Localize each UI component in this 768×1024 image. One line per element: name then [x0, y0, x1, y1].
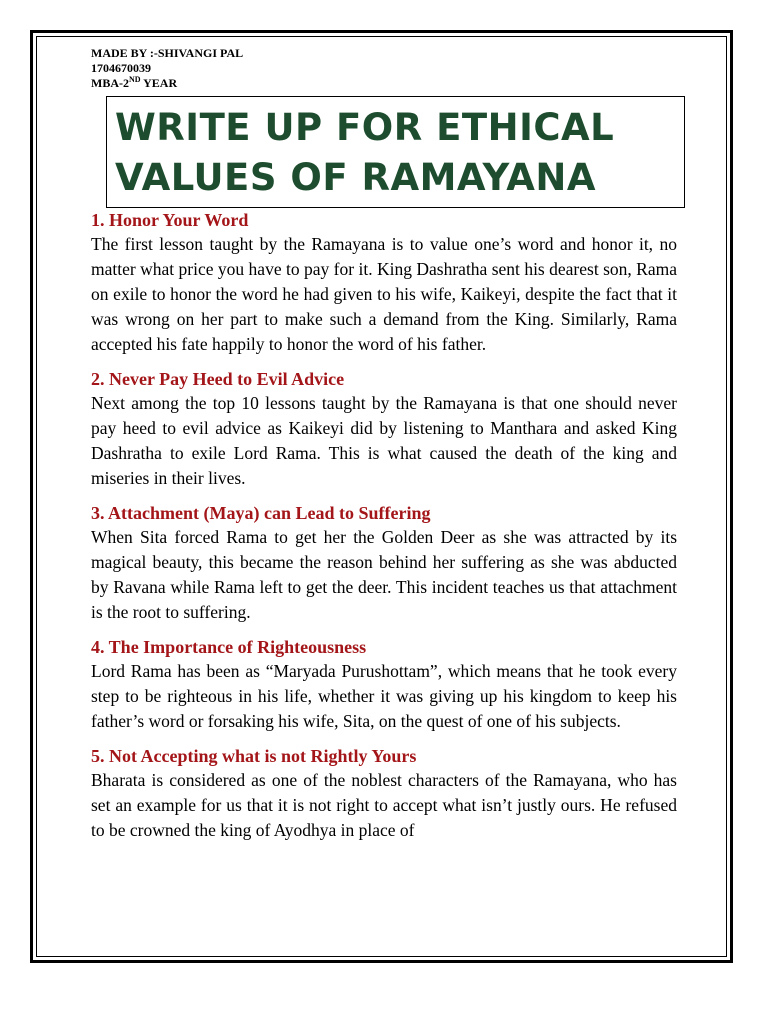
section-heading: 1. Honor Your Word	[91, 210, 249, 230]
section-heading: 4. The Importance of Righteousness	[91, 637, 367, 657]
course-superscript: ND	[129, 75, 141, 84]
section-4	[91, 635, 677, 734]
section-3	[91, 501, 677, 625]
author-info	[91, 46, 243, 91]
section-2	[91, 367, 677, 491]
section-1	[91, 208, 677, 357]
course-suffix: YEAR	[140, 76, 178, 90]
document-content	[91, 208, 677, 853]
title-line-2: VALUES OF RAMAYANA	[115, 156, 597, 199]
section-body: Bharata is considered as one of the noblest characters of the Ramayana, who has set an example for us that it is not right to accept what isn’t justly ours. He refused to be crowned the king of Ayodhya in place of	[91, 770, 677, 840]
section-heading: 5. Not Accepting what is not Rightly Yours	[91, 746, 417, 766]
course-prefix: MBA-2	[91, 76, 129, 90]
author-name: MADE BY :-SHIVANGI PAL	[91, 46, 244, 60]
section-body: Lord Rama has been as “Maryada Purushottam”, which means that he took every step to be righteous in his life, whether it was giving up his kingdom to keep his father’s word or forsaking his wife, Sita, on the quest of one of his subjects.	[91, 661, 677, 731]
section-heading: 2. Never Pay Heed to Evil Advice	[91, 369, 345, 389]
roll-number: 1704670039	[91, 61, 151, 75]
section-body: Next among the top 10 lessons taught by the Ramayana is that one should never pay heed to evil advice as Kaikeyi did by listening to Manthara and asked King Dashratha to exile Lord Rama. This is what caused the death of the king and miseries in their lives.	[91, 393, 677, 488]
section-body: When Sita forced Rama to get her the Golden Deer as she was attracted by its magical beauty, this became the reason behind her suffering as she was abducted by Ravana while Rama left to get the deer. This incident teaches us that attachment is the root to suffering.	[91, 527, 677, 622]
title-box	[106, 96, 685, 208]
section-heading: 3. Attachment (Maya) can Lead to Suffering	[91, 503, 431, 523]
section-5	[91, 744, 677, 843]
title-line-1: WRITE UP FOR ETHICAL	[115, 106, 615, 149]
course-year	[91, 76, 243, 91]
section-body: The first lesson taught by the Ramayana is to value one’s word and honor it, no matter what price you have to pay for it. King Dashratha sent his dearest son, Rama on exile to honor the word he had given to his wife, Kaikeyi, despite the fact that it was wrong on her part to make such a demand from the King. Similarly, Rama accepted his fate happily to honor the word of his father.	[91, 234, 677, 354]
